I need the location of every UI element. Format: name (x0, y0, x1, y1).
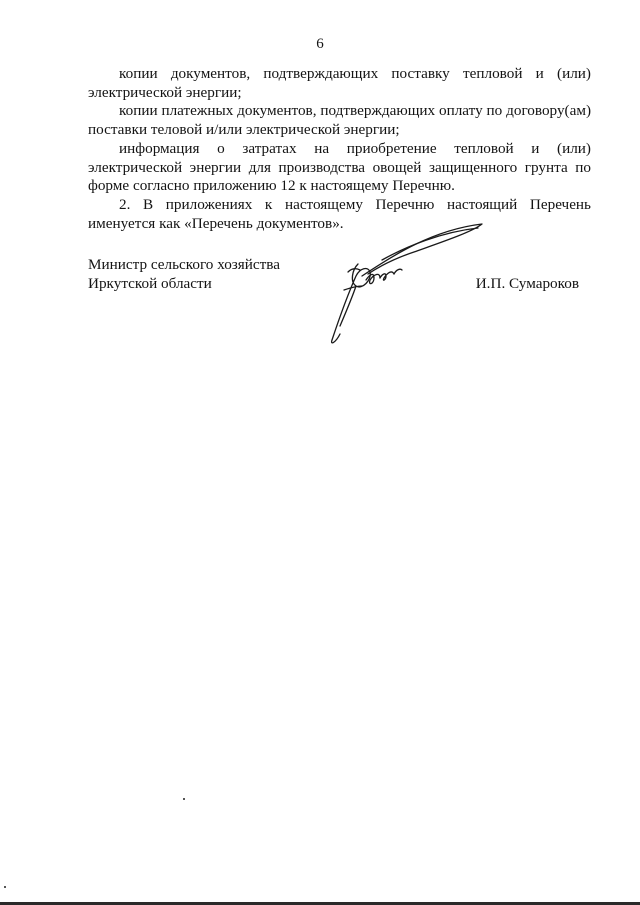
page-number: 6 (316, 36, 324, 52)
scan-dot (183, 798, 185, 800)
handwritten-signature-icon (322, 216, 484, 348)
paragraph-appendix-naming: 2. В приложениях к настоящему Перечню настоящий Перечень именуется как «Перечень документов». (88, 195, 591, 232)
paragraph-documents-supply: копии документов, подтверждающих поставку тепловой и (или) электрической энергии; (88, 65, 591, 101)
scan-dot (4, 886, 6, 888)
signer-title-line-2: Иркутской области (88, 274, 212, 292)
paragraph-payment-documents: копии платежных документов, подтверждающих оплату по договору(ам) поставки теловой и/или электрической энергии; (88, 102, 591, 139)
signer-title-line-1: Министр сельского хозяйства (88, 256, 281, 273)
document-body (88, 65, 591, 233)
paragraph-costs-information: информация о затратах на приобретение тепловой и (или) электрической энергии для производства овощей защищенного грунта по форме согласно приложению 12 к настоящему Перечню. (88, 139, 591, 195)
signer-name: И.П. Сумароков (475, 274, 579, 292)
